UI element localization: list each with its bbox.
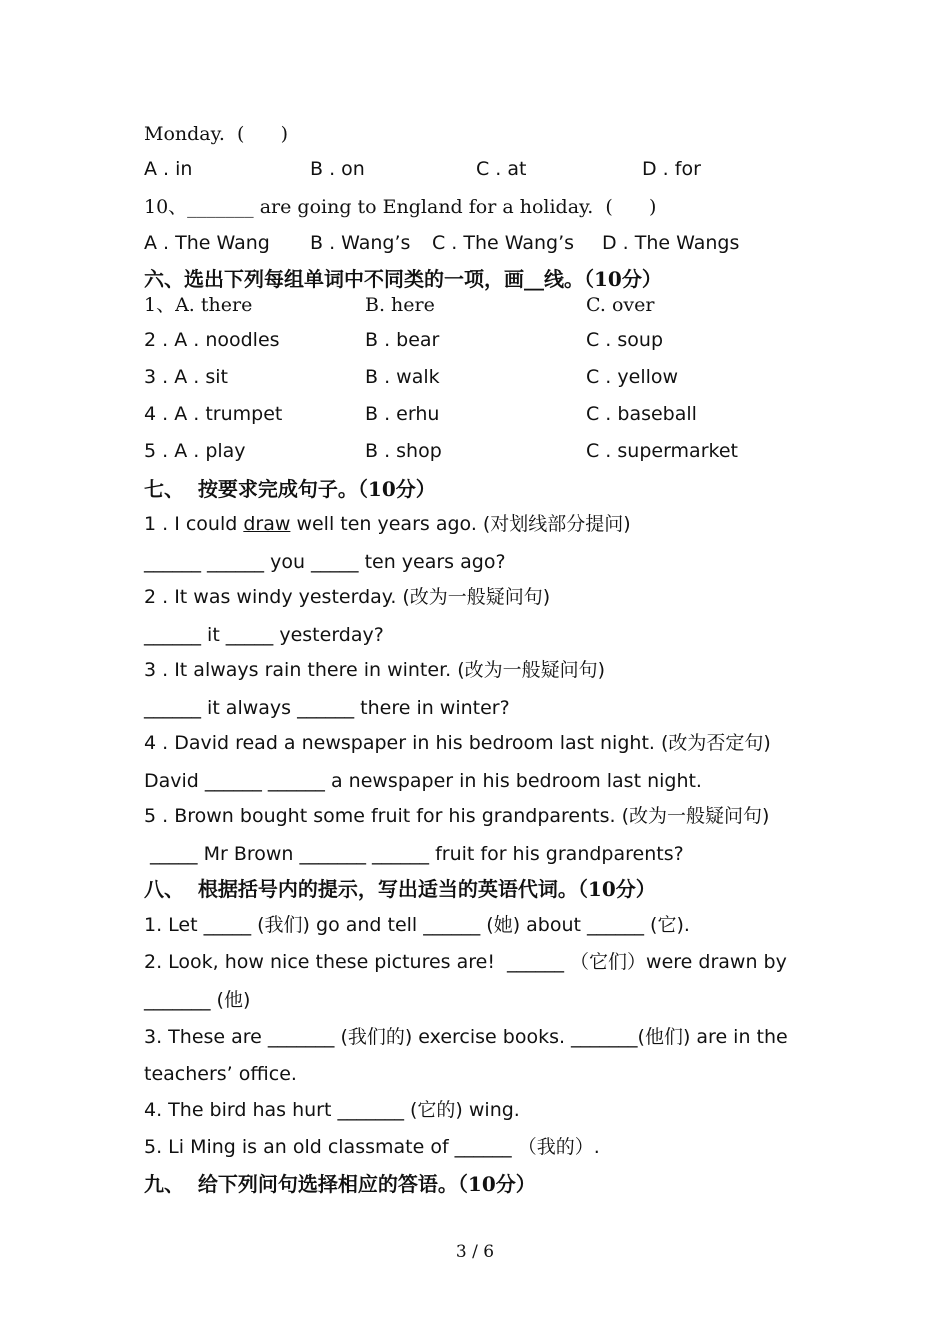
s7-q5: 5 . Brown bought some fruit for his grandparents. (改为一般疑问句) xyxy=(144,805,770,827)
s7-q4-answer: David ______ ______ a newspaper in his bedroom last night. xyxy=(144,770,702,792)
s7-q1 xyxy=(144,512,631,536)
section-8-title: 八、 根据括号内的提示，写出适当的英语代词。（10分） xyxy=(144,877,656,901)
s6-row-4-b: B . erhu xyxy=(365,403,440,425)
s6-row-5-b: B . shop xyxy=(365,440,442,462)
s7-q4: 4 . David read a newspaper in his bedroom last night. (改为否定句) xyxy=(144,732,771,754)
s6-row-2-a: 2 . A . noodles xyxy=(144,329,280,351)
s8-q2-line1: 2. Look, how nice these pictures are! ______ （它们）were drawn by xyxy=(144,951,787,973)
s6-row-2-b: B . bear xyxy=(365,329,440,351)
s6-row-4-a: 4 . A . trumpet xyxy=(144,403,283,425)
page-number: 3 / 6 xyxy=(455,1242,495,1262)
s7-q2: 2 . It was windy yesterday. (改为一般疑问句) xyxy=(144,586,551,608)
section-6-title: 六、选出下列每组单词中不同类的一项，画__线。（10分） xyxy=(144,267,662,291)
s8-q3-line1: 3. These are _______ (我们的) exercise books. _______(他们) are in the xyxy=(144,1026,788,1048)
q9-option-d: D . for xyxy=(642,158,701,180)
q9-tail: Monday. ( ) xyxy=(144,123,289,145)
q10-stem: 10、_______ are going to England for a holiday. ( ) xyxy=(144,196,657,218)
s6-row-4-c: C . baseball xyxy=(586,403,697,425)
q9-option-a: A . in xyxy=(144,158,193,180)
s7-q3: 3 . It always rain there in winter. (改为一般疑问句) xyxy=(144,659,606,681)
s6-row-5-c: C . supermarket xyxy=(586,440,738,462)
s6-row-2-c: C . soup xyxy=(586,329,664,351)
s7-q2-answer: ______ it _____ yesterday? xyxy=(144,624,384,646)
s6-row-1-b: B. here xyxy=(365,294,435,316)
s7-q1-pre: 1 . I could xyxy=(144,513,244,535)
s7-q5-answer: _____ Mr Brown _______ ______ fruit for his grandparents? xyxy=(144,843,684,865)
s8-q4: 4. The bird has hurt _______ (它的) wing. xyxy=(144,1099,520,1121)
s6-row-3-b: B . walk xyxy=(365,366,440,388)
s6-row-3-a: 3 . A . sit xyxy=(144,366,228,388)
section-9-title: 九、 给下列问句选择相应的答语。（10分） xyxy=(144,1172,536,1196)
s8-q1: 1. Let _____ (我们) go and tell ______ (她) about ______ (它). xyxy=(144,914,690,936)
q10-option-a: A . The Wang xyxy=(144,232,270,254)
s8-q2-line2: _______ (他) xyxy=(144,989,251,1011)
q10-option-b: B . Wang’s xyxy=(310,232,411,254)
q10-option-d: D . The Wangs xyxy=(602,232,740,254)
q9-option-c: C . at xyxy=(476,158,527,180)
q9-option-b: B . on xyxy=(310,158,365,180)
s8-q3-line2: teachers’ office. xyxy=(144,1063,297,1085)
q10-option-c: C . The Wang’s xyxy=(432,232,575,254)
section-7-title: 七、 按要求完成句子。（10分） xyxy=(144,477,436,501)
s6-row-3-c: C . yellow xyxy=(586,366,679,388)
s6-row-5-a: 5 . A . play xyxy=(144,440,246,462)
s7-q1-underlined-word: draw xyxy=(243,513,291,535)
s6-row-1-c: C. over xyxy=(586,294,655,316)
s7-q1-post: well ten years ago. (对划线部分提问) xyxy=(290,513,631,535)
s6-row-1-a: 1、A. there xyxy=(144,294,253,316)
s7-q1-answer: ______ ______ you _____ ten years ago? xyxy=(144,551,506,573)
s8-q5: 5. Li Ming is an old classmate of ______ （我的）. xyxy=(144,1136,600,1158)
s7-q3-answer: ______ it always ______ there in winter? xyxy=(144,697,510,719)
